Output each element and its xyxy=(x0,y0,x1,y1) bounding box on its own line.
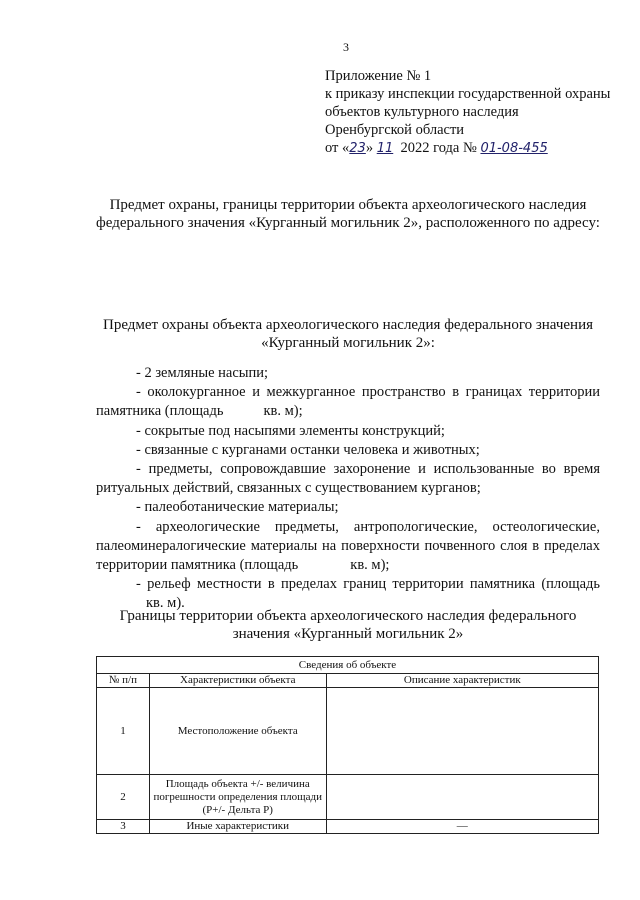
object-info-table xyxy=(96,656,599,834)
table-row xyxy=(97,820,599,834)
date-day-handwritten: 23 xyxy=(349,141,366,156)
list-item xyxy=(96,383,600,421)
row-characteristic: Площадь объекта +/- величина погрешности определения площади (Р+/- Дельта Р) xyxy=(149,775,326,820)
table-row xyxy=(97,688,599,775)
list-item-text: - рельеф местности в пределах границ территории памятника (площадь xyxy=(136,576,600,593)
order-number-handwritten: 01-08-455 xyxy=(480,141,548,156)
row-num: 3 xyxy=(97,820,150,834)
list-item: - предметы, сопровождавшие захоронение и использованные во время ритуальных действий, связанных с существованием курганов; xyxy=(96,461,600,497)
page-number: 3 xyxy=(343,40,349,54)
row-characteristic: Иные характеристики xyxy=(149,820,326,834)
list-item-tail: кв. м). xyxy=(146,595,185,612)
protection-subject-list xyxy=(96,364,600,614)
appendix-date-line xyxy=(325,139,610,157)
subject-heading: Предмет охраны объекта археологического наследия федерального значения «Курганный могильник 2»: xyxy=(102,317,594,351)
date-month-handwritten: 11 xyxy=(376,141,394,156)
header-characteristic: Характеристики объекта xyxy=(149,674,326,688)
list-item: - 2 земляные насыпи; xyxy=(136,365,269,381)
date-mid: » xyxy=(365,140,374,156)
table-caption: Сведения об объекте xyxy=(97,657,599,674)
row-num: 2 xyxy=(97,775,150,820)
list-item xyxy=(96,518,600,576)
table-row xyxy=(97,775,599,820)
date-year: 2022 года № xyxy=(400,140,477,156)
list-item-text: - археологические предметы, антропологические, остеологические, палеоминералогические материалы на поверхности почвенного слоя в пределах территории памятника (площадь xyxy=(96,518,600,574)
list-item-tail: кв. м); xyxy=(263,403,303,420)
header-num: № п/п xyxy=(97,674,150,688)
row-num: 1 xyxy=(97,688,150,775)
list-item-tail: кв. м); xyxy=(350,557,390,574)
borders-heading: Границы территории объекта археологического наследия федерального значения «Курганный могильник 2» xyxy=(119,608,577,642)
list-item: - палеоботанические материалы; xyxy=(136,499,339,516)
appendix-line: Оренбургской области xyxy=(325,122,465,138)
row-description xyxy=(326,688,598,775)
appendix-block xyxy=(325,67,610,157)
row-characteristic: Местоположение объекта xyxy=(149,688,326,775)
appendix-line: Приложение № 1 xyxy=(325,68,432,84)
document-heading: Предмет охраны, границы территории объекта археологического наследия федерального значения «Курганный могильник 2», расположенного по адресу: xyxy=(96,197,600,231)
appendix-line: к приказу инспекции государственной охраны xyxy=(325,86,611,102)
appendix-line: объектов культурного наследия xyxy=(325,104,519,120)
date-prefix: от « xyxy=(325,140,350,156)
list-item: - сокрытые под насыпями элементы конструкций; xyxy=(136,422,445,439)
row-description xyxy=(326,775,598,820)
list-item: - связанные с курганами останки человека и животных; xyxy=(136,441,480,458)
list-item-text: - околокурганное и межкурганное пространство в границах территории памятника (площадь xyxy=(96,384,600,420)
header-description: Описание характеристик xyxy=(326,674,598,688)
row-description: — xyxy=(326,820,598,834)
